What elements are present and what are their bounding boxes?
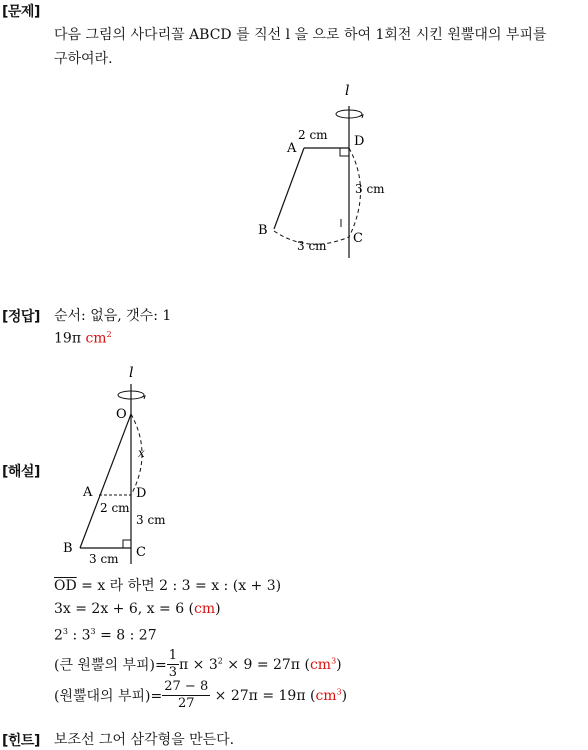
axis-label-l: l <box>129 365 134 381</box>
fraction-denominator: 3 <box>168 665 177 680</box>
expr-unit: cm <box>315 687 337 704</box>
edge-ob <box>80 414 131 548</box>
right-angle-mark-d <box>340 148 349 156</box>
solution-heading: [해설] <box>2 464 40 480</box>
vertex-label-d: D <box>136 486 147 501</box>
right-angle-mark-c <box>123 540 131 548</box>
ratio-exp-2: 3 <box>90 627 96 636</box>
hint-heading: [힌트] <box>2 733 40 749</box>
expr-unit-exp: 3 <box>336 687 342 697</box>
expr-unit-exp: 3 <box>331 656 337 666</box>
problem-text-line2: 구하여라. <box>54 51 113 67</box>
fraction-numerator: 27 − 8 <box>164 679 209 694</box>
problem-text-line1: 다음 그림의 사다리꼴 ABCD 를 직선 l 을 으로 하여 1회전 시킨 원뿔대의 부피를 <box>54 27 547 43</box>
answer-value <box>54 330 112 347</box>
length-label-bc: 3 cm <box>89 552 119 566</box>
solution-line1 <box>54 575 281 595</box>
vertex-label-b: B <box>258 223 268 238</box>
large-cone-volume-label: (큰 원뿔의 부피)= <box>54 657 167 674</box>
ratio-result: = 8 : 27 <box>95 627 157 644</box>
solution-figure <box>58 362 178 570</box>
solution-line4 <box>54 648 342 681</box>
solution-line2-close: ) <box>215 601 221 617</box>
solution-line1-rest: = x 라 하면 2 : 3 = x : (x + 3) <box>76 578 282 594</box>
rotation-arrowhead-icon <box>142 396 145 399</box>
expr-exp: 2 <box>217 656 223 666</box>
segment-od: $\overline{OD}$ <box>54 578 77 594</box>
edge-ab <box>274 148 304 229</box>
answer-unit: cm <box>85 330 107 347</box>
expr-unit: cm <box>309 656 332 673</box>
expr-post: × 9 = 27π ( <box>222 656 310 673</box>
axis-label-l: l <box>345 83 350 99</box>
ratio-exp-1: 3 <box>62 627 69 636</box>
vertex-label-d: D <box>354 134 365 149</box>
vertex-label-c: C <box>353 231 363 246</box>
solution-line2-unit: cm <box>194 601 216 617</box>
problem-figure <box>250 78 400 263</box>
expr-close: ) <box>336 656 342 673</box>
vertex-label-o: O <box>116 407 127 422</box>
answer-unit-exponent: 2 <box>106 330 112 339</box>
hint-text: 보조선 그어 삼각형을 만든다. <box>54 732 235 748</box>
fraction-one-third <box>167 648 179 681</box>
ratio-base-1: 2 <box>54 627 63 644</box>
vertex-label-b: B <box>63 541 73 556</box>
length-label-ad: 2 cm <box>298 128 328 142</box>
large-cone-expression <box>179 657 342 673</box>
vertex-label-a: A <box>287 141 297 156</box>
expr-close: ) <box>341 687 348 704</box>
fraction-denominator: 27 <box>177 696 195 711</box>
length-label-dc: 3 cm <box>136 513 166 527</box>
frustum-volume-label: (원뿔대의 부피)= <box>54 688 163 705</box>
solution-line2-main: 3x = 2x + 6, x = 6 ( <box>54 601 195 617</box>
vertex-label-a: A <box>83 485 93 500</box>
fraction-ratio <box>162 679 210 712</box>
answer-number: 19π <box>54 330 82 347</box>
fraction-numerator: 1 <box>168 648 177 663</box>
length-label-dc: 3 cm <box>355 182 385 196</box>
solution-line5 <box>54 679 347 712</box>
solution-line3 <box>54 627 157 644</box>
ratio-base-2: : 3 <box>68 627 91 644</box>
expr-mid: π × 3 <box>178 656 218 673</box>
problem-heading: [문제] <box>2 4 40 20</box>
expr-post: × 27π = 19π ( <box>210 687 316 704</box>
length-label-x: x <box>138 446 145 460</box>
frustum-expression <box>210 688 347 704</box>
answer-line1: 순서: 없음, 갯수: 1 <box>54 308 172 324</box>
solution-line2 <box>54 601 221 617</box>
rotation-arrowhead-icon <box>360 115 363 118</box>
length-label-ad: 2 cm <box>100 501 130 515</box>
answer-heading: [정답] <box>2 309 40 325</box>
length-label-bc: 3 cm <box>297 239 327 253</box>
vertex-label-c: C <box>136 545 146 560</box>
